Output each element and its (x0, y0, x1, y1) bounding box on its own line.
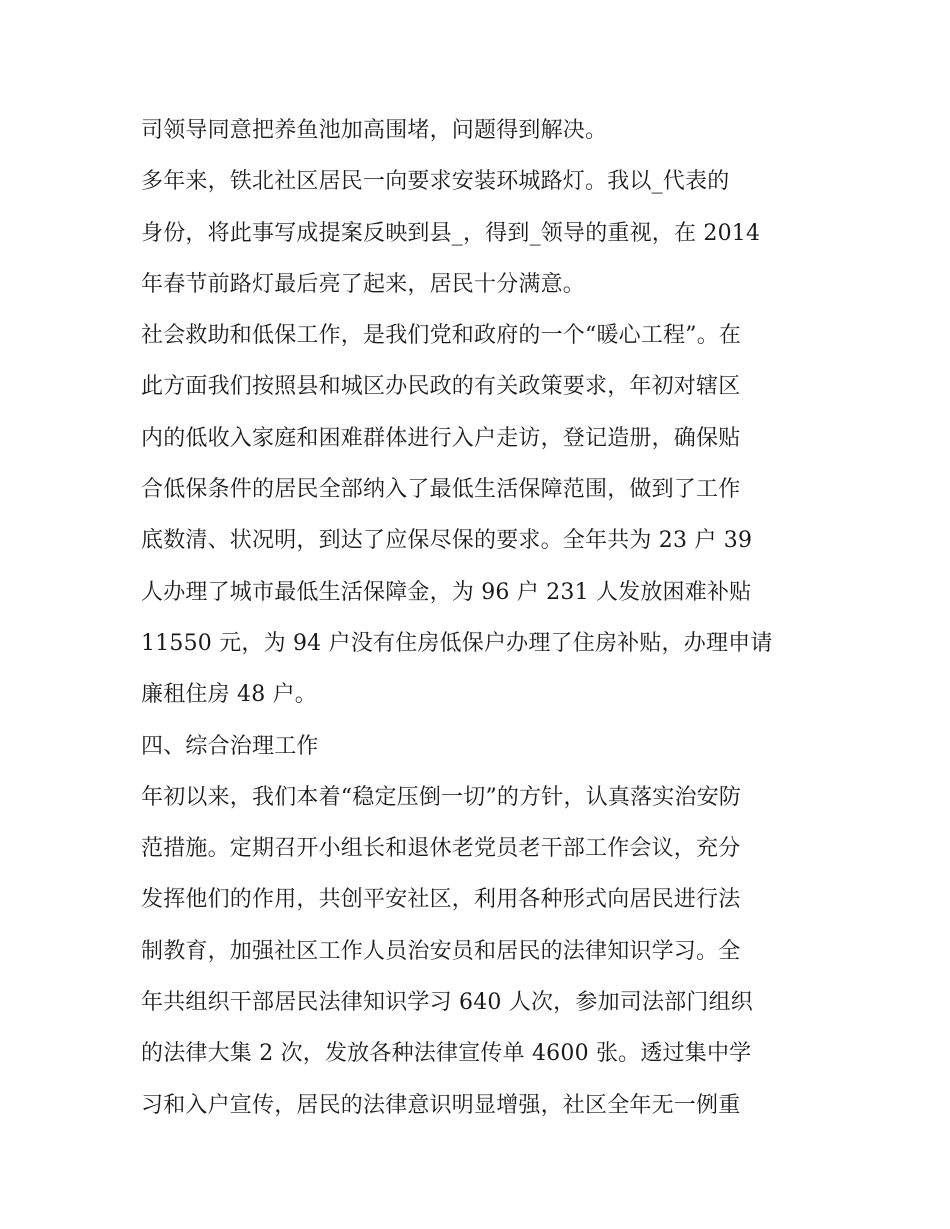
text-line: 年初以来，我们本着“稳定压倒一切”的方针，认真落实治安防 (141, 784, 742, 810)
text-line: 合低保条件的居民全部纳入了最低生活保障范围，做到了工作 (141, 477, 741, 503)
text-line: 社会救助和低保工作，是我们党和政府的一个“暖心工程”。在 (141, 323, 742, 349)
text-line: 年共组织干部居民法律知识学习 640 人次，参加司法部门组织 (141, 990, 753, 1016)
text-line: 的法律大集 2 次，发放各种法律宣传单 4600 张。透过集中学 (141, 1041, 752, 1067)
text-line: 身份，将此事写成提案反映到县_，得到_领导的重视，在 2014 (141, 220, 761, 246)
text-line: 范措施。定期召开小组长和退休老党员老干部工作会议，充分 (141, 836, 741, 862)
text-line: 人办理了城市最低生活保障金，为 96 户 231 人发放困难补贴 (141, 579, 752, 605)
text-line: 底数清、状况明，到达了应保尽保的要求。全年共为 23 户 39 (141, 528, 753, 554)
text-line: 内的低收入家庭和困难群体进行入户走访，登记造册，确保贴 (141, 425, 741, 451)
text-line: 制教育，加强社区工作人员治安员和居民的法律知识学习。全 (141, 938, 741, 964)
text-line: 11550 元，为 94 户没有住房低保户办理了住房补贴，办理申请 (141, 630, 773, 656)
text-line: 司领导同意把养鱼池加高围堵，问题得到解决。 (141, 118, 608, 143)
text-line: 廉租住房 48 户。 (141, 682, 317, 708)
text-line: 发挥他们的作用，共创平安社区，利用各种形式向居民进行法 (141, 887, 741, 913)
text-line: 多年来，铁北社区居民一向要求安装环城路灯。我以_代表的 (141, 169, 730, 195)
text-line: 此方面我们按照县和城区办民政的有关政策要求，年初对辖区 (141, 374, 741, 400)
text-line: 年春节前路灯最后亮了起来，居民十分满意。 (141, 271, 586, 297)
section-heading: 四、综合治理工作 (141, 733, 319, 759)
text-line: 习和入户宣传，居民的法律意识明显增强，社区全年无一例重 (141, 1092, 741, 1118)
body-text (141, 105, 821, 1131)
